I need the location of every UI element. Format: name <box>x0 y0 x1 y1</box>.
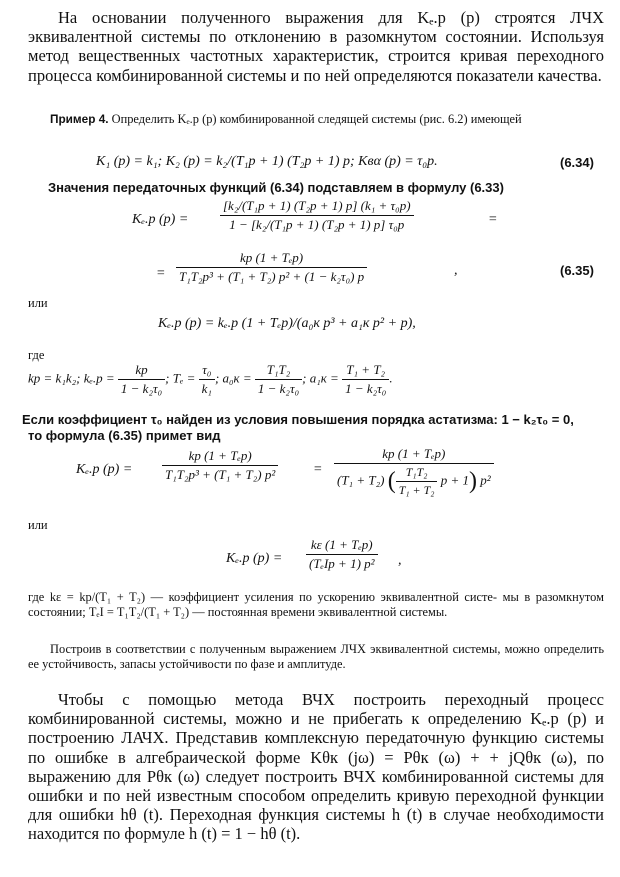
def-end: . <box>389 370 393 386</box>
eq635-num1: [k₂/(T₁p + 1) (T₂p + 1) p] (k₁ + τ₀p) <box>220 198 414 216</box>
equation-number-6-34: (6.34) <box>560 155 594 170</box>
def-a1-num: T₁ + T₂ <box>342 362 389 380</box>
def-kep-den: 1 − k₂τ₀ <box>120 381 163 396</box>
def-a1-den: 1 − k₂τ₀ <box>345 381 387 396</box>
def-a0-den: 1 − k₂τ₀ <box>257 381 300 396</box>
or-label-1: или <box>28 296 48 310</box>
condition-line-1: Если коэффициент τ₀ найден из условия повышения порядка астатизма: 1 − k₂τ₀ = 0, <box>22 412 574 427</box>
def-a0: ; a₀к = <box>214 370 252 386</box>
eq-astat-den1: T₁T₂p³ + (T₁ + T₂) p² <box>165 467 276 482</box>
example-paragraph <box>28 112 604 127</box>
def-kep-num: kр <box>118 362 165 380</box>
eq635-den2: T₁T₂p³ + (T₁ + T₂) p² + (1 − k₂τ₀) p <box>179 269 365 284</box>
eq-or2-tail: , <box>398 553 402 568</box>
example-label: Пример 4. <box>50 112 109 126</box>
eq635-den1: 1 − [k₂/(T₁p + 1) (T₂p + 1) p] τ₀p <box>229 217 405 232</box>
eq-or2-den: (TₑІp + 1) p² <box>309 556 375 571</box>
substitution-line: Значения передаточных функций (6.34) подставляем в формулу (6.33) <box>48 180 504 195</box>
equation-or-1: Kₑ.р (p) = kₑ.р (1 + Tₑp)/(a₀к p³ + a₁к p² + p), <box>158 316 416 331</box>
equation-6-34: K₁ (p) = k₁; K₂ (p) = k₂/(T₁p + 1) (T₂p + 1) p; Kвα (p) = τ₀p. <box>96 154 438 169</box>
def-te-den: k₁ <box>201 381 212 396</box>
eq635-equals2: = <box>156 266 166 281</box>
eq-astat-den2-a: (T₁ + T₂) <box>337 472 385 488</box>
eq-astat-equals: = <box>313 462 323 477</box>
paragraph-bottom: Чтобы с помощью метода ВЧХ построить переходный процесс комбинированной системы, можно и не прибегать к определению Kₑ.р (p) и построению ЛАЧХ. Представив комплексную передаточную функцию системы по ошибке в алгебраической форме Kθк (jω) = Pθк (ω) + + jQθк (ω), по выражению для Pθк (ω) следует построить ВЧХ комбинированной системы для ошибки и по ней известным способом определить кривую переходной функции для ошибки hθ (t). Переходная функция системы h (t) в случае необходимости находится по формуле h (t) = 1 − hθ (t). <box>28 690 604 844</box>
eq-astat-den2: (T₁ + T₂) ( $\frac{\text{T₁T₂}}{\text{T₁ + T₂}}$ p + 1) p² <box>337 465 491 497</box>
equation-number-6-35: (6.35) <box>560 263 594 278</box>
eq-astat-lhs: Kₑ.р (p) = <box>76 462 133 477</box>
eq-or2-fraction <box>306 537 378 572</box>
eq-astat-num1: kр (1 + Tₑp) <box>162 448 278 466</box>
eq-astat-den2-c: p² <box>480 472 491 488</box>
definitions-line <box>28 362 393 397</box>
eq-astat-den2-b: p + 1 <box>440 472 470 488</box>
eq635-equals: = <box>488 212 498 227</box>
def-a0-num: T₁T₂ <box>255 362 302 380</box>
def-te: ; Tₑ = <box>165 370 196 386</box>
eq635-fraction1 <box>220 198 414 233</box>
example-text: Определить Kₑ.р (p) комбинированной следящей системы (рис. 6.2) имеющей <box>111 112 522 126</box>
eq635-lhs: Kₑ.р (p) = <box>132 212 189 227</box>
eq635-num2: kр (1 + Tₑp) <box>176 250 367 268</box>
paragraph-small: Построив в соответствии с полученным выражением ЛЧХ эквивалентной системы, можно определить ее устойчивость, запасы устойчивости по фазе и амплитуде. <box>28 642 604 671</box>
eq-or2-num: kε (1 + Tₑp) <box>306 537 378 555</box>
paragraph-intro: На основании полученного выражения для Kₑ.р (p) строятся ЛЧХ эквивалентной системы по отклонению в разомкнутом состоянии. Используя метод вещественных частотных характеристик, строится кривая переходного процесса комбинированной системы и по ней определяются показатели качества. <box>28 8 604 85</box>
eq635-fraction2 <box>176 250 367 285</box>
def-a1: ; a₁к = <box>302 370 339 386</box>
where2-paragraph: где kε = kр/(T₁ + T₂) — коэффициент усиления по ускорению эквивалентной систе- мы в разомкнутом состоянии; TₑІ = T₁T₂/(T₁ + T₂) — постоянная времени эквивалентной системы. <box>28 590 604 619</box>
eq-astat-fraction1 <box>162 448 278 483</box>
eq-astat-inner-den: T₁ + T₂ <box>398 483 435 497</box>
where-label: где <box>28 348 45 362</box>
eq635-tail: , <box>454 263 458 278</box>
eq-or2-lhs: Kₑ.р (p) = <box>226 551 283 566</box>
eq-astat-inner-num: T₁T₂ <box>396 465 438 482</box>
condition-line-2: то формула (6.35) примет вид <box>28 428 221 443</box>
or-label-2: или <box>28 518 48 532</box>
eq-astat-fraction2 <box>334 446 494 498</box>
eq-astat-num2: kр (1 + Tₑp) <box>334 446 494 464</box>
def-kp: kр = k₁k₂; kₑ.р = <box>28 370 115 386</box>
def-te-num: τ₀ <box>199 362 215 380</box>
